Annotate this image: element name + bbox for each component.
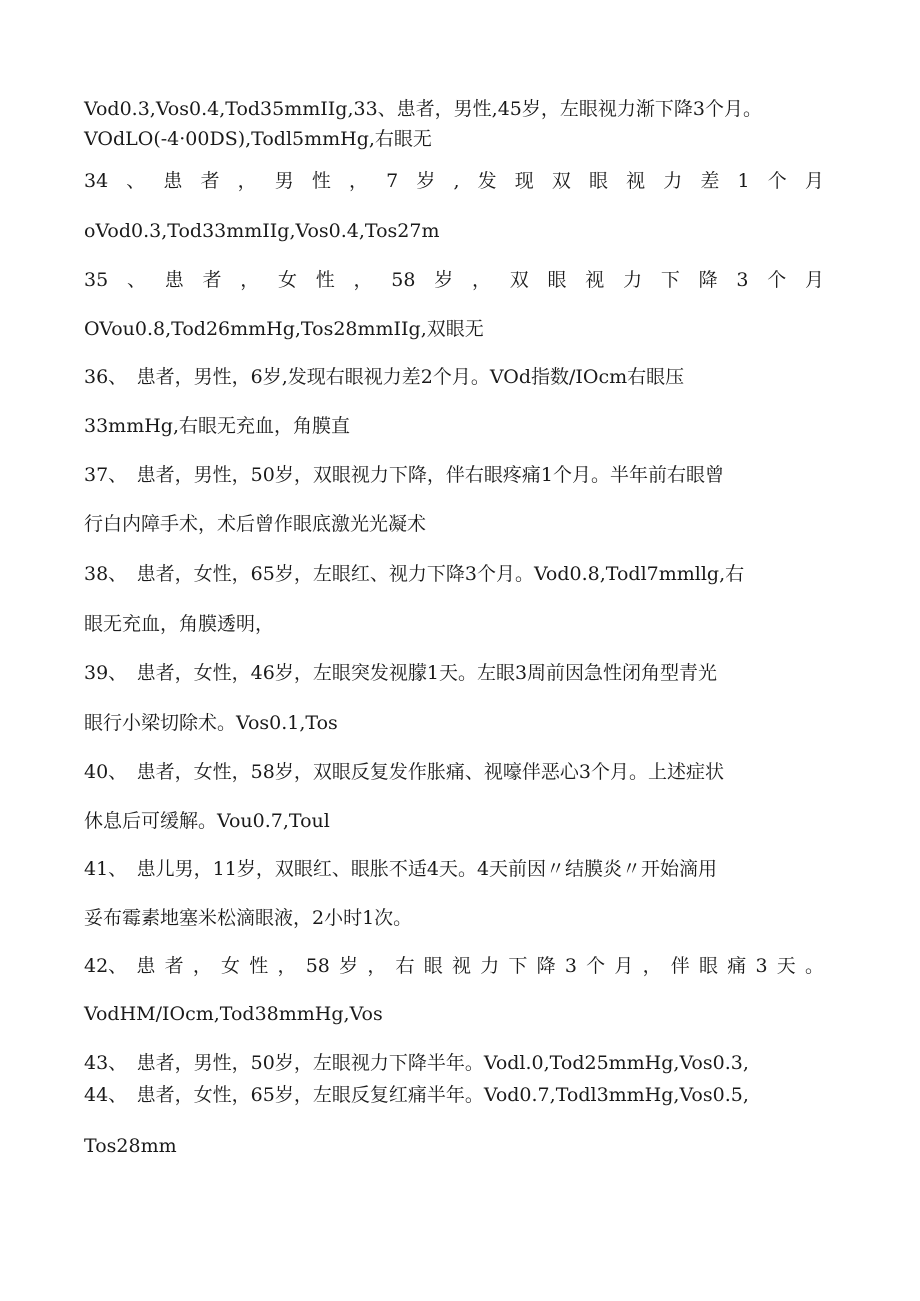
- text-token: 1: [737, 170, 750, 192]
- text-token: 女: [221, 955, 241, 977]
- text-line: Tos28mm: [84, 1135, 177, 1157]
- text-line: 妥布霉素地塞米松滴眼液，2小时1次。: [84, 907, 413, 929]
- text-token: 个: [767, 170, 787, 192]
- text-token: 34: [84, 170, 109, 192]
- text-token: 患: [136, 955, 156, 977]
- text-line: 38、 患者，女性，65岁，左眼红、视力下降3个月。Vod0.8,Todl7mmllg,右: [84, 563, 745, 585]
- text-token: 3: [755, 955, 768, 977]
- text-token: 性: [315, 269, 335, 291]
- text-token: 患: [163, 170, 183, 192]
- text-token: 性: [249, 955, 269, 977]
- text-token: ，: [353, 269, 373, 291]
- text-token: 患: [164, 269, 184, 291]
- text-line: 眼无充血，角膜透明，: [84, 613, 275, 635]
- text-token: ，: [237, 170, 257, 192]
- text-line: 44、 患者，女性，65岁，左眼反复红痛半年。Vod0.7,Todl3mmHg,Vos0.5,: [84, 1084, 749, 1106]
- text-token: 视: [451, 955, 471, 977]
- text-token: ，: [192, 955, 212, 977]
- text-token: ,: [453, 170, 460, 192]
- text-token: 女: [278, 269, 298, 291]
- text-line: 37、 患者，男性，50岁，双眼视力下降，伴右眼疼痛1个月。半年前右眼曾: [84, 464, 724, 486]
- text-token: 35: [84, 269, 109, 291]
- text-token: 3: [736, 269, 749, 291]
- text-token: 月: [804, 170, 824, 192]
- text-token: 58: [305, 955, 330, 977]
- text-line: 36、 患者，男性，6岁,发现右眼视力差2个月。VOd指数/IOcm右眼压: [84, 366, 685, 388]
- text-token: 男: [274, 170, 294, 192]
- text-line-justified: [84, 168, 824, 194]
- text-line: oVod0.3,Tod33mmIIg,Vos0.4,Tos27m: [84, 220, 440, 242]
- text-token: 降: [698, 269, 718, 291]
- text-token: 岁: [339, 955, 359, 977]
- text-line: 眼行小梁切除术。Vos0.1,Tos: [84, 712, 338, 734]
- text-token: 月: [804, 269, 824, 291]
- text-token: ，: [240, 269, 260, 291]
- text-token: 个: [586, 955, 606, 977]
- text-token: 视: [585, 269, 605, 291]
- text-token: ，: [349, 170, 369, 192]
- text-token: 差: [700, 170, 720, 192]
- text-token: 伴: [670, 955, 690, 977]
- text-token: 3: [564, 955, 577, 977]
- text-token: 现: [514, 170, 534, 192]
- text-token: 月: [614, 955, 634, 977]
- text-token: 性: [311, 170, 331, 192]
- text-token: 发: [477, 170, 497, 192]
- text-token: 42、: [84, 955, 128, 977]
- text-token: 、: [126, 269, 146, 291]
- text-token: ，: [277, 955, 297, 977]
- text-token: 右: [395, 955, 415, 977]
- text-line: 33mmHg,右眼无充血，角膜直: [84, 415, 350, 437]
- text-line-justified: [84, 267, 824, 293]
- text-token: 眼: [423, 955, 443, 977]
- text-token: 双: [509, 269, 529, 291]
- text-token: 7: [386, 170, 399, 192]
- text-token: 眼: [589, 170, 609, 192]
- text-token: 双: [551, 170, 571, 192]
- text-token: 者: [202, 269, 222, 291]
- text-line: 休息后可缓解。Vou0.7,Toul: [84, 810, 330, 832]
- text-token: ，: [472, 269, 492, 291]
- text-line-justified: [84, 953, 824, 979]
- text-token: ，: [642, 955, 662, 977]
- text-token: 。: [804, 955, 824, 977]
- text-token: 岁: [434, 269, 454, 291]
- text-line: 43、 患者，男性，50岁，左眼视力下降半年。Vodl.0,Tod25mmHg,Vos0.3,: [84, 1052, 749, 1074]
- text-token: 痛: [727, 955, 747, 977]
- text-token: 眼: [547, 269, 567, 291]
- text-token: 者: [200, 170, 220, 192]
- text-token: 58: [391, 269, 416, 291]
- text-line: OVou0.8,Tod26mmHg,Tos28mmIIg,双眼无: [84, 318, 484, 340]
- text-line: 39、 患者，女性，46岁，左眼突发视朦1天。左眼3周前因急性闭角型青光: [84, 662, 718, 684]
- text-token: ，: [367, 955, 387, 977]
- text-token: 力: [623, 269, 643, 291]
- text-line: 40、 患者，女性，58岁，双眼反复发作胀痛、视嚎伴恶心3个月。上述症状: [84, 761, 724, 783]
- text-token: 力: [480, 955, 500, 977]
- text-line: 41、 患儿男，11岁，双眼红、眼胀不适4天。4天前因〃结膜炎〃开始滴用: [84, 858, 718, 880]
- text-token: 个: [767, 269, 787, 291]
- text-line: 行白内障手术，术后曾作眼底激光光凝术: [84, 513, 427, 535]
- text-line: Vod0.3,Vos0.4,Tod35mmIIg,33、患者，男性,45岁，左眼视力渐下降3个月。: [84, 98, 762, 120]
- text-line: VOdLO(-4·00DS),Todl5mmHg,右眼无: [84, 128, 432, 150]
- text-token: 力: [663, 170, 683, 192]
- text-token: 降: [536, 955, 556, 977]
- text-token: 下: [508, 955, 528, 977]
- text-line: VodHM/IOcm,Tod38mmHg,Vos: [84, 1003, 383, 1025]
- text-token: 下: [660, 269, 680, 291]
- text-token: 眼: [699, 955, 719, 977]
- text-token: 、: [126, 170, 146, 192]
- text-token: 者: [164, 955, 184, 977]
- text-token: 视: [626, 170, 646, 192]
- text-token: 岁: [416, 170, 436, 192]
- text-token: 天: [776, 955, 796, 977]
